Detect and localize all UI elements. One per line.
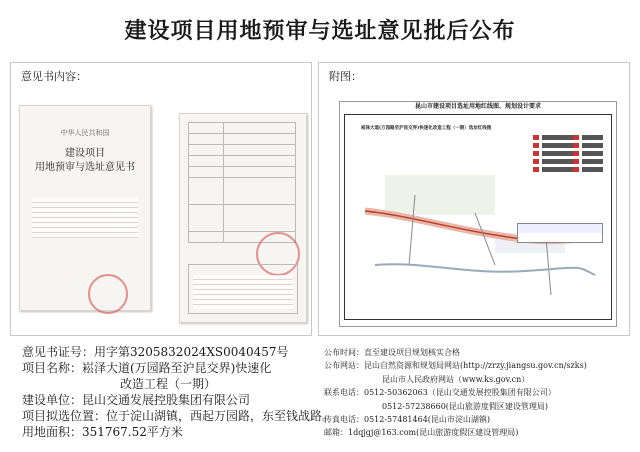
document-title-line2: 用地预审与选址意见书 (35, 162, 135, 173)
publication-website-2: 昆山市人民政府网站（www.ks.gov.cn） (382, 374, 530, 384)
project-details (22, 344, 335, 440)
page-title: 建设项目用地预审与选址意见批后公布 (124, 18, 516, 44)
document-body-text (32, 198, 138, 238)
opinion-content-label: 意见书内容： (21, 70, 87, 83)
official-seal (88, 274, 128, 314)
map-subtitle: 崧泽大道(万园路至沪昆交界)快速化改造工程（一期）选址红线图 (361, 126, 492, 131)
project-name-line1: 项目名称：崧泽大道(万园路至沪昆交界)快速化 (22, 361, 272, 375)
land-area: 用地面积：351767.52平方米 (22, 425, 183, 439)
publication-time: 公布时间：直至建设项目规划核实合格 (324, 348, 460, 357)
publication-website-1: 公布网站：昆山自然资源和规划局网站(http://zrzy.jiangsu.gov.cn/szks) (324, 361, 587, 371)
map-frame (344, 114, 612, 320)
site-red-line-map (345, 115, 611, 319)
contact-phone-1: 联系电话：0512-50362063（昆山交通发展控股集团有限公司） (324, 388, 556, 398)
document-notes-box (188, 264, 298, 314)
attachment-label: 附图： (329, 70, 362, 83)
document-country: 中华人民共和国 (60, 129, 110, 137)
opinion-content-panel (10, 62, 312, 336)
construction-unit: 建设单位：昆山交通发展控股集团有限公司 (22, 393, 251, 407)
attachment-map-panel (318, 62, 630, 336)
proposed-location: 项目拟选位置：位于淀山湖镇，西起万园路，东至钱战路。 (22, 409, 335, 423)
project-name-line2: 改造工程（一期） (120, 377, 217, 391)
opinion-document-page (179, 113, 307, 323)
opinion-document-cover (19, 105, 151, 311)
map-info-table (517, 223, 603, 243)
contact-email: 邮箱：1dqjgj@163.com(昆山旅游度假区建设管理局) (324, 428, 519, 438)
document-info-table (188, 122, 296, 243)
contact-phone-2: 0512-57238660(昆山旅游度假区建设管理局) (382, 401, 549, 411)
publication-info (324, 346, 636, 440)
fax-number: 传真电话：0512-57481464(昆山市淀山湖镇) (324, 415, 491, 425)
site-map-sheet (339, 101, 617, 327)
document-title-line1: 建设项目 (65, 148, 105, 159)
certificate-number: 意见书证号：用字第3205832024XS0040457号 (22, 345, 289, 359)
map-title: 昆山市建设项目选址用地红线图、规划设计要求 (414, 103, 541, 110)
